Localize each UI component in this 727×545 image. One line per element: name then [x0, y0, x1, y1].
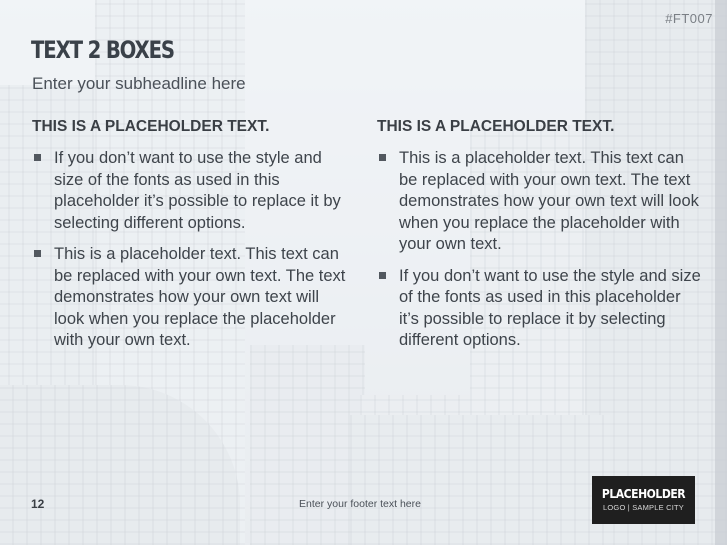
column-heading: THIS IS A PLACEHOLDER TEXT.	[32, 118, 270, 135]
bullet-text: If you don’t want to use the style and size of the fonts as used in this placeholder it’s possible to replace it by selecting different options.	[54, 149, 341, 232]
bullet-list	[32, 148, 352, 352]
page-number: 12	[31, 497, 45, 511]
list-item	[32, 244, 352, 352]
bullet-list	[377, 148, 702, 352]
square-bullet-icon	[34, 250, 41, 257]
bullet-text: If you don’t want to use the style and size of the fonts as used in this placeholder it’s possible to replace it by selecting different options.	[399, 266, 701, 349]
logo-box	[592, 476, 695, 524]
bullet-text: This is a placeholder text. This text can be replaced with your own text. The text demonstrates how your own text will look when you replace the placeholder with your own text.	[399, 149, 699, 253]
column-heading: THIS IS A PLACEHOLDER TEXT.	[377, 118, 615, 135]
text-box-right[interactable]	[377, 118, 702, 362]
square-bullet-icon	[34, 154, 41, 161]
square-bullet-icon	[379, 272, 386, 279]
list-item	[377, 266, 702, 352]
slide-title[interactable]: TEXT 2 BOXES	[31, 36, 174, 64]
square-bullet-icon	[379, 154, 386, 161]
footer-text[interactable]: Enter your footer text here	[299, 498, 421, 510]
right-edge-stripe	[715, 0, 727, 545]
slide-subtitle[interactable]: Enter your subheadline here	[32, 74, 246, 93]
logo-name: PLACEHOLDER	[601, 487, 686, 501]
list-item	[377, 148, 702, 256]
list-item	[32, 148, 352, 234]
text-box-left[interactable]	[32, 118, 352, 362]
logo-tagline: LOGO | SAMPLE CITY	[603, 503, 684, 512]
slide-code: #FT007	[665, 11, 713, 26]
bullet-text: This is a placeholder text. This text can be replaced with your own text. The text demonstrates how your own text will look when you replace the placeholder with your own text.	[54, 245, 346, 349]
